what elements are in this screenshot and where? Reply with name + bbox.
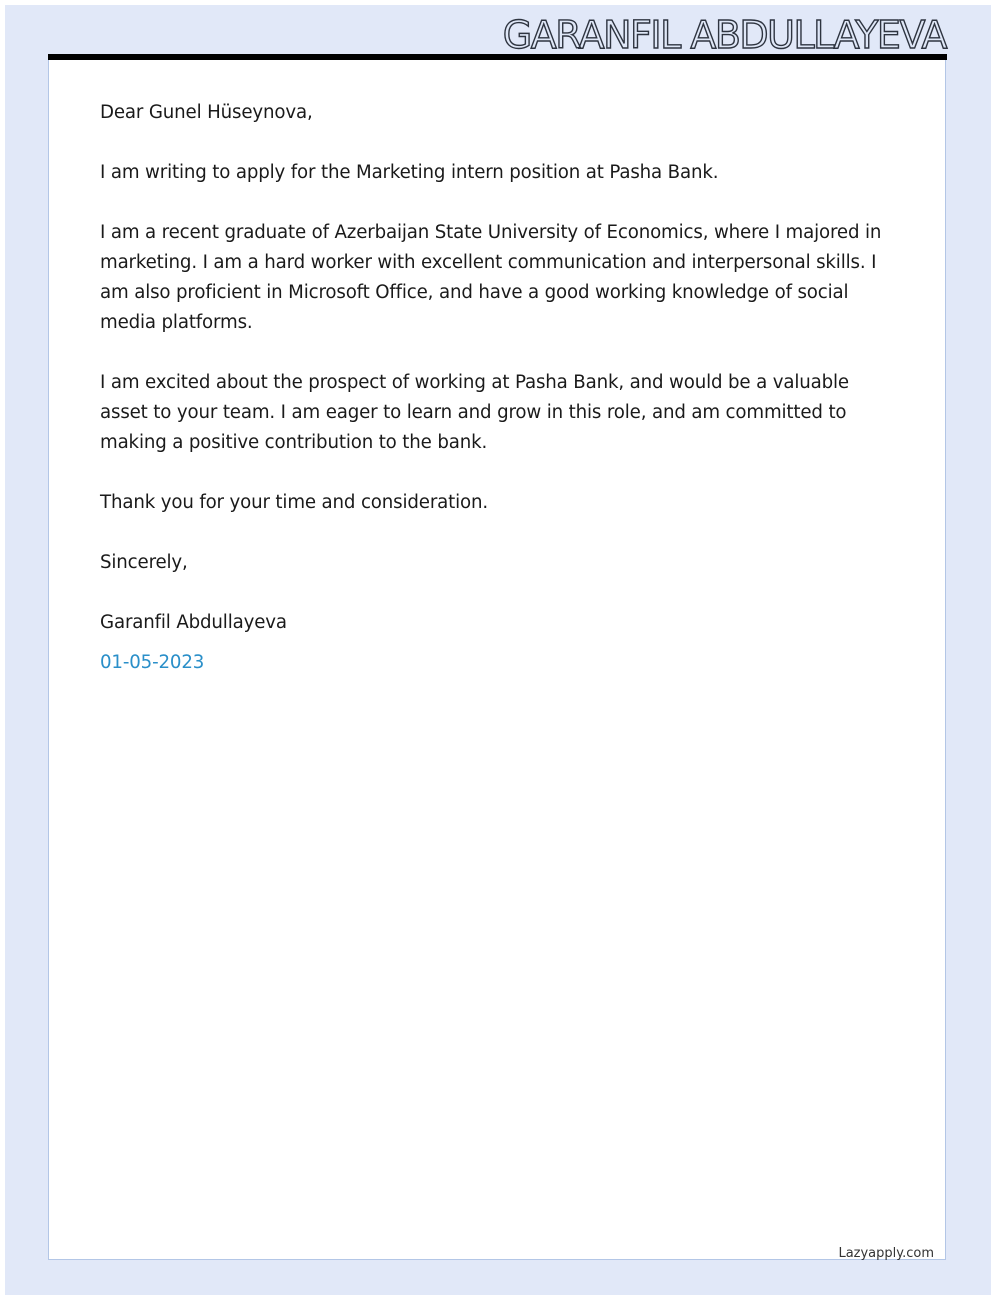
cover-letter-body <box>100 98 900 678</box>
closing: Sincerely, <box>100 552 188 573</box>
paragraph-motivation: I am excited about the prospect of working at Pasha Bank, and would be a valuable asset to your team. I am eager to learn and grow in this role, and am committed to making a positive contribution to the bank. <box>100 372 849 453</box>
footer-brand-link[interactable]: Lazyapply.com <box>838 1246 934 1261</box>
paragraph-intro: I am writing to apply for the Marketing intern position at Pasha Bank. <box>100 162 719 183</box>
paragraph-thanks: Thank you for your time and consideration. <box>100 492 489 513</box>
letter-date: 01-05-2023 <box>100 652 205 673</box>
signature-name: Garanfil Abdullayeva <box>100 612 287 633</box>
paragraph-background: I am a recent graduate of Azerbaijan State University of Economics, where I majored in marketing. I am a hard worker with excellent communication and interpersonal skills. I am also proficient in Microsoft Office, and have a good working knowledge of social media platforms. <box>100 222 882 333</box>
applicant-name-heading: GARANFIL ABDULLAYEVA <box>502 13 946 57</box>
salutation: Dear Gunel Hüseynova, <box>100 102 313 123</box>
